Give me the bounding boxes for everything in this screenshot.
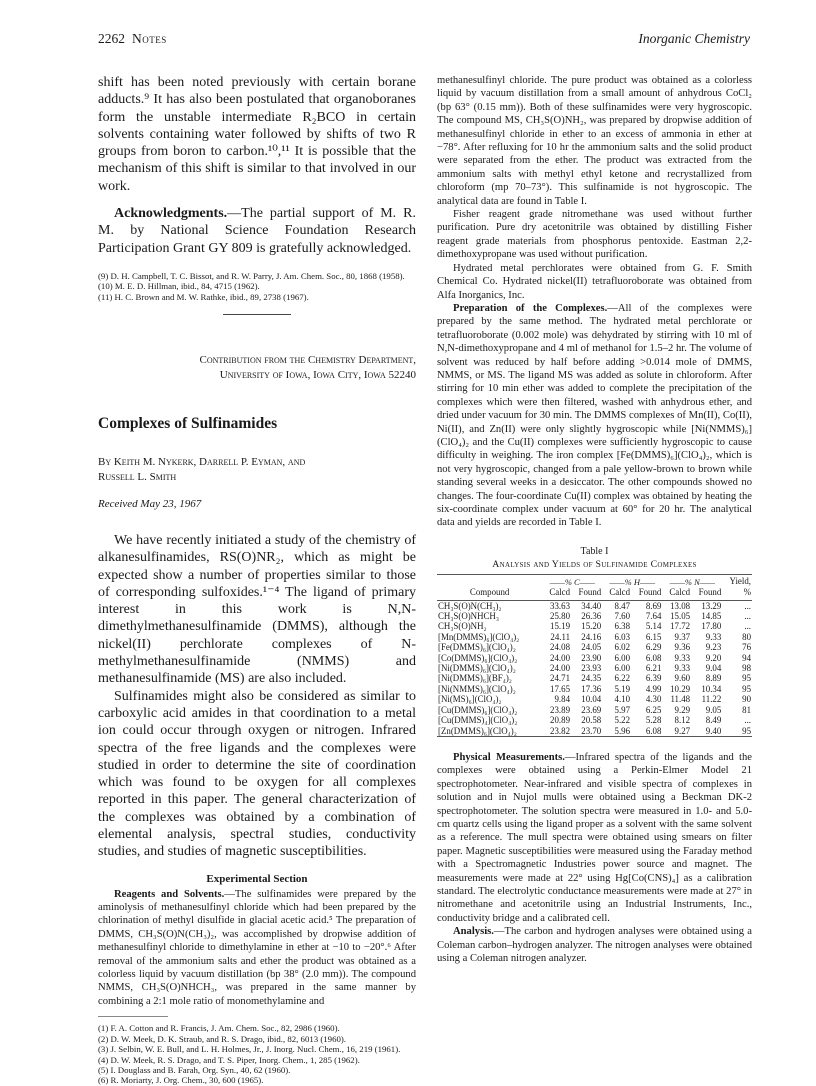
value-cell: 33.63 (550, 600, 571, 611)
footnote: (2) D. W. Meek, D. K. Straub, and R. S. Drago, ibid., 82, 6013 (1960). (98, 1033, 347, 1044)
intro-paragraph: We have recently initiated a study of the chemistry of alkanesulfinamides, RS(O)NR₂, which as might be expected show a number of properties similar to those of corresponding sulfoxides.¹⁻⁴ The ligand of primary interest in this work is N,N-dimethylmethanesulfinamide (DMMS), although the nickel(II) perchlorate complexes of N-methylmethanesulfinamide (NMMS) and methanesulfinamide (MS) are also included. (98, 533, 416, 687)
analysis-heading: Analysis. (453, 926, 494, 938)
value-cell: 24.08 (550, 642, 571, 653)
article-separator-rule (223, 314, 291, 315)
value-cell: 9.29 (674, 704, 691, 715)
value-cell: 9.84 (554, 694, 571, 705)
value-cell: 9.27 (674, 725, 691, 736)
value-cell: 23.90 (581, 652, 602, 663)
table-row (437, 600, 752, 611)
contribution-line: Contribution from the Chemistry Department, (199, 354, 416, 367)
value-cell: 9.23 (705, 642, 722, 653)
continued-paragraph: shift has been noted previously with certain borane adducts.⁹ It has also been postulated that organoboranes form the unstable intermediate R₂BCO in certain solvents containing water followed by shifts of two R groups from boron to carbon.¹⁰,¹¹ It is possible that the mechanism of this shift is similar to that involved in our work. (98, 75, 416, 194)
yield-cell: 76 (742, 642, 751, 653)
value-cell: 17.80 (701, 621, 722, 632)
physical-measurements-paragraph (437, 751, 752, 925)
yield-cell: 90 (742, 694, 751, 705)
value-cell: 25.80 (550, 611, 571, 622)
value-cell: 11.22 (701, 694, 722, 705)
value-cell: 23.82 (550, 725, 571, 736)
value-cell: 10.34 (701, 683, 722, 694)
calcd-column-header: Calcd (602, 587, 631, 600)
value-cell: 8.12 (674, 715, 691, 726)
value-cell: 24.71 (550, 673, 571, 684)
compound-cell: CH₃S(O)NHCH₃ (438, 611, 499, 622)
value-cell: 6.21 (645, 663, 662, 674)
value-cell: 6.25 (645, 704, 662, 715)
value-cell: 34.40 (581, 600, 602, 611)
left-column (98, 74, 416, 1086)
value-cell: 9.33 (705, 631, 722, 642)
yield-cell: 95 (742, 683, 751, 694)
found-column-header: Found (571, 587, 602, 600)
value-cell: 17.72 (670, 621, 691, 632)
footnote: (1) F. A. Cotton and R. Francis, J. Am. Chem. Soc., 82, 2986 (1960). (98, 1023, 340, 1034)
footnote: (5) I. Douglass and B. Farah, Org. Syn., 40, 62 (1960). (98, 1064, 291, 1075)
page-number: 2262 (98, 31, 125, 46)
compound-cell: CH₃S(O)NH₂ (438, 621, 487, 632)
yield-cell: 81 (742, 704, 751, 715)
acknowledgments-heading: Acknowledgments. (114, 206, 228, 222)
table-row (437, 611, 752, 621)
value-cell: 23.93 (581, 663, 602, 674)
value-cell: 10.04 (581, 694, 602, 705)
table-row (437, 694, 752, 704)
compound-cell: [Fe(DMMS)₆](ClO₄)₂ (438, 642, 516, 653)
table-row (437, 621, 752, 631)
footnote: (3) J. Selbin, W. E. Bull, and L. H. Holmes, Jr., J. Inorg. Nucl. Chem., 16, 219 (1961). (98, 1044, 401, 1055)
value-cell: 20.58 (581, 715, 602, 726)
value-cell: 23.89 (550, 704, 571, 715)
value-cell: 4.30 (645, 694, 662, 705)
footnote: (11) H. C. Brown and M. W. Rathke, ibid., 89, 2738 (1967). (98, 291, 309, 302)
value-cell: 23.69 (581, 704, 602, 715)
value-cell: 5.22 (614, 715, 631, 726)
value-cell: 15.19 (550, 621, 571, 632)
author-line: By Keith M. Nykerk, Darrell P. Eyman, and (98, 456, 306, 469)
value-cell: 23.70 (581, 725, 602, 736)
footnotes-previous (98, 271, 416, 302)
analysis-paragraph (437, 925, 752, 965)
reagents-paragraph (98, 888, 416, 1009)
physical-measurements-text: —Infrared spectra of the ligands and the complexes were obtained using a Perkin-Elmer Model 21 spectrophotometer. Near-infrared and visible spectra of complexes in solution and in Nujol mulls were obtained using a Beckman DK-2 spectrophotometer. The solution spectra were measured in 1.0- and 5.0-cm quartz cells using the ligand proper as a solvent with the same solvent as a reference. The mull spectra were obtained using smears on filter paper. Magnetic susceptibilities were measured using the Faraday method with a Spectromagnetic Industries power source and magnet. The measurements were made at 22° using Hg[Co(CNS)₄] as a calibration standard. The electrolytic conductance measurements were made at 27° in nitromethane and acetonitrile using an Industrial Instruments, Inc., conductivity bridge and a calibrated cell. (437, 751, 752, 924)
value-cell: 9.60 (674, 673, 691, 684)
value-cell: 13.29 (701, 600, 722, 611)
value-cell: 7.60 (614, 611, 631, 622)
analysis-table (437, 574, 752, 737)
table-body (437, 600, 752, 736)
value-cell: 5.97 (614, 704, 631, 715)
yield-percent-header: % (722, 587, 752, 600)
value-cell: 6.00 (614, 663, 631, 674)
value-cell: 9.37 (674, 631, 691, 642)
author-list (98, 455, 416, 484)
footnote-rule (98, 1016, 168, 1017)
footnotes (98, 1023, 416, 1085)
table-row (437, 632, 752, 642)
value-cell: 6.08 (645, 652, 662, 663)
table-column-header-row (437, 587, 752, 600)
footnote: (6) R. Moriarty, J. Org. Chem., 30, 600 (1965). (98, 1075, 264, 1086)
right-column (437, 74, 752, 965)
analysis-text: —The carbon and hydrogen analyses were obtained using a Coleman carbon–hydrogen analyzer. The nitrogen analyses were obtained using a Coleman nitrogen analyzer. (437, 926, 752, 964)
value-cell: 7.64 (645, 611, 662, 622)
yield-cell: 94 (742, 652, 751, 663)
value-cell: 5.28 (645, 715, 662, 726)
value-cell: 9.40 (705, 725, 722, 736)
table-group-header-row (437, 574, 752, 587)
value-cell: 9.33 (674, 663, 691, 674)
journal-name: Inorganic Chemistry (638, 31, 750, 46)
contribution-affiliation (98, 353, 416, 383)
intro-paragraph: Sulfinamides might also be considered as similar to carboxylic acid amides in that coordination to a metal ion could occur through oxygen or nitrogen. Infrared spectra of the free ligands and the complexes were studied in order to determine the site of coordination which was found to be oxygen for all complexes reported in this paper. The general characterization of the complexes was obtained by a combination of elemental analysis, spectral studies, conductivity studies, and studies of magnetic susceptibilities. (98, 688, 416, 860)
value-cell: 13.08 (670, 600, 691, 611)
value-cell: 9.36 (674, 642, 691, 653)
preparation-heading: Preparation of the Complexes. (453, 302, 608, 314)
value-cell: 6.39 (645, 673, 662, 684)
compound-cell: [Zn(DMMS)₆](ClO₄)₂ (438, 725, 517, 736)
value-cell: 6.00 (614, 652, 631, 663)
reagents-heading: Reagents and Solvents. (114, 888, 225, 900)
value-cell: 6.15 (645, 631, 662, 642)
value-cell: 24.35 (581, 673, 602, 684)
table-row (437, 673, 752, 683)
footnote: (9) D. H. Campbell, T. C. Bissot, and R. W. Parry, J. Am. Chem. Soc., 80, 1868 (1958). (98, 270, 405, 281)
synthesis-paragraph: methanesulfinyl chloride. The pure product was obtained as a colorless liquid by vacuum distillation from a small amount of anhydrous CoCl₂ (bp 63° (0.15 mm)). Both of these sulfinamides were very hygroscopic. The compound MS, CH₃S(O)NH₂, was prepared by dropwise addition of methanesulfinyl chloride in ether to an excess of ammonia in ether at −78°. After refluxing for 10 hr the ammonium salts and the solid product were separated from the ether. The product was extracted from the ammonium salts with methyl ethyl ketone and recrystallized from chloroform (mp 70–73°). This sulfinamide is not hygroscopic. The analytical data are found in Table I. (437, 75, 752, 207)
value-cell: 10.29 (670, 683, 691, 694)
value-cell: 17.65 (550, 683, 571, 694)
value-cell: 15.20 (581, 621, 602, 632)
calcd-column-header: Calcd (662, 587, 691, 600)
value-cell: 6.02 (614, 642, 631, 653)
received-date: Received May 23, 1967 (98, 498, 202, 510)
acknowledgments-text: —The partial support of M. R. M. by National Science Foundation Research Participation Grant GY 809 is gratefully acknowledged. (98, 206, 416, 256)
value-cell: 6.03 (614, 631, 631, 642)
solvents-paragraph: Fisher reagent grade nitromethane was used without further purification. Pure dry acetonitrile was obtained by distilling Fisher reagent grade materials from phosphorus pentoxide. Eastman 2,2-dimethoxypropane was used without purification. (437, 209, 752, 261)
compound-cell: CH₃S(O)N(CH₃)₂ (438, 600, 502, 611)
value-cell: 8.49 (705, 715, 722, 726)
value-cell: 6.22 (614, 673, 631, 684)
table-row (437, 642, 752, 652)
author-line: Russell L. Smith (98, 470, 177, 483)
value-cell: 24.00 (550, 663, 571, 674)
value-cell: 11.48 (670, 694, 691, 705)
table-caption: Analysis and Yields of Sulfinamide Complexes (492, 558, 697, 570)
yield-cell: 95 (742, 673, 751, 684)
nitrogen-group-header: ——% N—— (669, 576, 715, 587)
value-cell: 6.38 (614, 621, 631, 632)
footnote: (10) M. E. D. Hillman, ibid., 84, 4715 (1962). (98, 281, 260, 292)
yield-cell: ... (744, 600, 751, 611)
value-cell: 20.89 (550, 715, 571, 726)
value-cell: 4.10 (614, 694, 631, 705)
compound-cell: [Cu(DMMS)₆](ClO₄)₂ (438, 704, 518, 715)
yield-cell: ... (744, 621, 751, 632)
value-cell: 9.04 (705, 663, 722, 674)
value-cell: 8.47 (614, 600, 631, 611)
value-cell: 17.36 (581, 683, 602, 694)
yield-cell: ... (744, 715, 751, 726)
compound-cell: [Co(DMMS)₆](ClO₄)₂ (438, 652, 518, 663)
table-row (437, 726, 752, 737)
value-cell: 15.05 (670, 611, 691, 622)
value-cell: 24.16 (581, 631, 602, 642)
value-cell: 5.96 (614, 725, 631, 736)
value-cell: 24.05 (581, 642, 602, 653)
table-row (437, 684, 752, 694)
yield-cell: 98 (742, 663, 751, 674)
found-column-header: Found (631, 587, 662, 600)
yield-cell: 80 (742, 631, 751, 642)
value-cell: 8.89 (705, 673, 722, 684)
article-title: Complexes of Sulfinamides (98, 415, 278, 433)
preparation-paragraph (437, 302, 752, 530)
yield-header: Yield, (729, 575, 751, 586)
table-row (437, 663, 752, 673)
found-column-header: Found (691, 587, 722, 600)
table-row (437, 715, 752, 725)
reagents-text: —The sulfinamides were prepared by the aminolysis of methanesulfinyl chloride which had been prepared by the chlorination of methyl disulfide in glacial acetic acid.⁵ The preparation of DMMS, CH₃S(O)N(CH₃)₂, was accomplished by dropwise addition of methanesulfinyl chloride to dimethylamine in ether at −10 to −20°.⁶ After removal of the ammonium salts and ether the product was obtained as a colorless liquid by vacuum distillation (bp 38° (2.0 mm)). The compound NMMS, CH₃S(O)NHCH₃, was prepared in the same manner by combining a 2:1 mole ratio of monomethylamine and (98, 888, 417, 1007)
compound-cell: [Ni(NMMS)₆](ClO₄)₂ (438, 683, 516, 694)
value-cell: 5.14 (645, 621, 662, 632)
physical-measurements-heading: Physical Measurements. (453, 751, 565, 763)
compound-cell: [Cu(DMMS)₄](ClO₄)₂ (438, 715, 518, 726)
value-cell: 6.08 (645, 725, 662, 736)
compound-column-header: Compound (437, 587, 542, 600)
value-cell: 9.20 (705, 652, 722, 663)
contribution-line: University of Iowa, Iowa City, Iowa 52240 (219, 369, 416, 382)
value-cell: 26.36 (581, 611, 602, 622)
compound-cell: [Ni(MS)₆](ClO₄)₂ (438, 694, 502, 705)
yield-cell: ... (744, 611, 751, 622)
value-cell: 5.19 (614, 683, 631, 694)
compound-cell: [Mn(DMMS)₆](ClO₄)₂ (438, 631, 520, 642)
value-cell: 9.05 (705, 704, 722, 715)
compound-cell: [Ni(DMMS)₆](BF₄)₂ (438, 673, 512, 684)
value-cell: 8.69 (645, 600, 662, 611)
acknowledgments-paragraph (98, 205, 416, 257)
value-cell: 24.00 (550, 652, 571, 663)
calcd-column-header: Calcd (542, 587, 571, 600)
table-row (437, 653, 752, 663)
table-title: Table I (580, 545, 609, 557)
experimental-section-heading: Experimental Section (206, 872, 308, 885)
value-cell: 4.99 (645, 683, 662, 694)
yield-cell: 95 (742, 725, 751, 736)
table-header-cell (437, 574, 542, 587)
value-cell: 24.11 (550, 631, 571, 642)
value-cell: 14.85 (701, 611, 722, 622)
running-section-title: Notes (132, 31, 167, 46)
value-cell: 9.33 (674, 652, 691, 663)
hydrogen-group-header: ——% H—— (609, 576, 656, 587)
footnote: (4) D. W. Meek, R. S. Drago, and T. S. Piper, Inorg. Chem., 1, 285 (1962). (98, 1054, 360, 1065)
perchlorates-paragraph: Hydrated metal perchlorates were obtained from G. F. Smith Chemical Co. Hydrated nickel(II) tetrafluoroborate was obtained from Alfa Inorganics, Inc. (437, 262, 752, 301)
value-cell: 6.29 (645, 642, 662, 653)
carbon-group-header: ——% C—— (549, 576, 595, 587)
table-row (437, 705, 752, 715)
preparation-text: —All of the complexes were prepared by the same method. The hydrated metal perchlorate or tetrafluoroborate (0.002 mole) was dehydrated by stirring with 10 ml of N,N-dimethoxypropane and 4 ml of methanol for 1.5–2 hr. The volume of solvent was reduced by half before adding >0.014 mole of DMMS, NMMS, or MS. The ligand MS was added as solute in chloroform. After stirring for 10 min ether was added to complete the precipitation of the complexes which were then filtered, washed with anhydrous ether, and dried under vacuum for 30 min. The DMMS complexes of Mn(II), Co(II), Ni(II), and Zn(II) were only slightly hygroscopic while [Ni(NMMS)₆](ClO₄)₂ and the Cu(II) complexes were sufficiently hygroscopic to cause difficulty in weighing. The iron complex [Fe(DMMS)₆](ClO₄)₂, which is not very hygroscopic, changed from a pale yellow-brown to brown while standing several weeks in a desiccator. The other compounds showed no changes. The four-coordinate Cu(II) complex was obtained by heating the six-coordinate complex under vacuum at 60° for 20 hr. The analytical data and yields are recorded in Table I. (437, 302, 752, 529)
compound-cell: [Ni(DMMS)₆](ClO₄)₂ (438, 663, 516, 674)
